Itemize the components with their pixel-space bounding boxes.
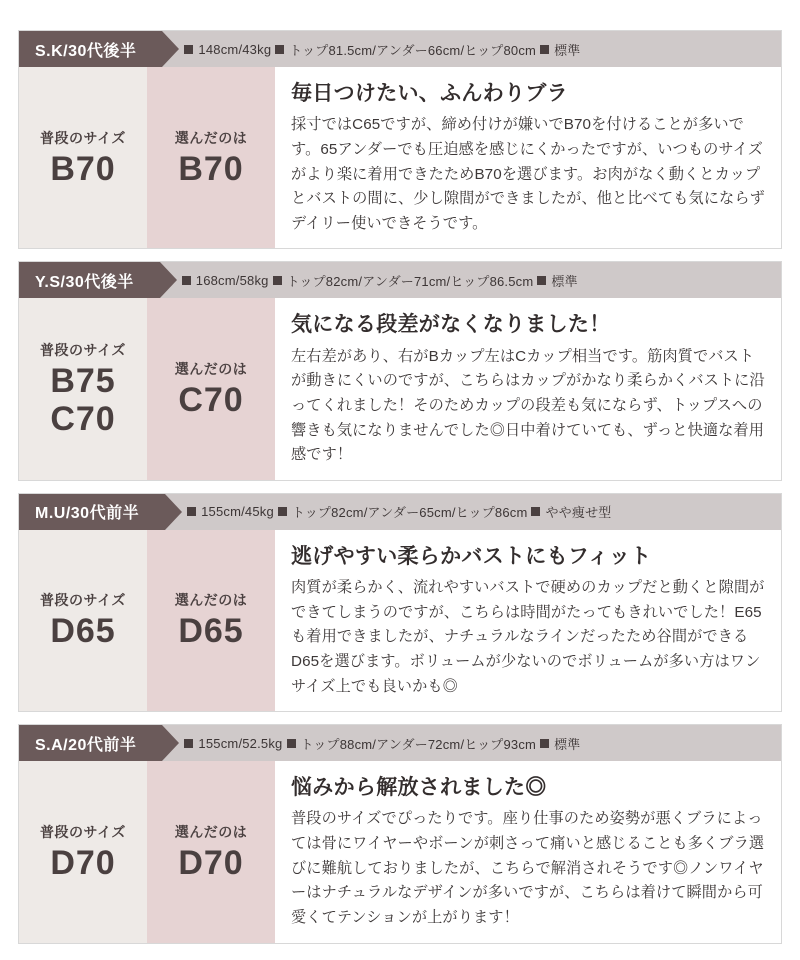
spec-item: [540, 734, 580, 753]
chosen-size-value: C70: [178, 381, 244, 420]
review-card: [18, 261, 782, 480]
chosen-size-label: 選んだのは: [174, 823, 248, 840]
review-title: 悩みから解放されました◎: [291, 776, 547, 800]
usual-size-value: D70: [50, 843, 116, 882]
reviewer-name: S.A/20代前半: [19, 725, 162, 761]
spec-text: 168cm/58kg: [195, 272, 269, 288]
square-bullet-icon: [275, 45, 284, 54]
square-bullet-icon: [537, 276, 546, 285]
review-header: [19, 494, 781, 530]
chosen-size-label: 選んだのは: [174, 592, 248, 609]
spec-text: 標準: [551, 273, 578, 289]
square-bullet-icon: [531, 507, 540, 516]
spec-item: [275, 40, 536, 59]
usual-size-value: [50, 362, 115, 438]
spec-text: 155cm/45kg: [201, 504, 274, 520]
spec-item: [287, 734, 537, 753]
spec-text: トップ82cm/アンダー65cm/ヒップ86cm: [291, 505, 528, 521]
reviewer-specs: [162, 31, 781, 67]
usual-size-block: [19, 298, 147, 479]
square-bullet-icon: [184, 45, 193, 54]
review-header: [19, 262, 781, 298]
chosen-size-value: D70: [178, 843, 244, 882]
chosen-size-block: [147, 298, 275, 479]
review-body: [19, 298, 781, 479]
chosen-size-block: [147, 67, 275, 248]
review-text-block: [275, 530, 781, 711]
square-bullet-icon: [182, 276, 191, 285]
spec-item: [278, 502, 528, 521]
square-bullet-icon: [287, 739, 296, 748]
chosen-size-value: B70: [178, 149, 244, 188]
review-text-block: [275, 67, 781, 248]
review-header: [19, 31, 781, 67]
spec-item: [184, 42, 271, 57]
spec-item: [184, 736, 282, 751]
review-card: [18, 724, 782, 943]
reviewer-specs: [162, 725, 781, 761]
reviewer-specs: [160, 262, 781, 298]
review-comment: 採寸ではC65ですが、締め付けが嫌いでB70を付けることが多いです。65アンダーでも圧迫感を感じにくかったですが、いつものサイズがより楽に着用できたためB70を選びます。お肉がなく動くとカップとバストの間に、少し隙間ができましたが、他と比べても気にならずデイリー使いできそうです。: [291, 116, 765, 232]
review-title: 毎日つけたい、ふんわりブラ: [291, 82, 568, 105]
review-title: 気になる段差がなくなりました！: [291, 313, 611, 337]
spec-text: トップ81.5cm/アンダー66cm/ヒップ80cm: [289, 42, 537, 58]
chosen-size-value: D65: [178, 612, 244, 651]
spec-text: やや痩せ型: [545, 505, 612, 521]
usual-size-value: B70: [50, 149, 116, 188]
square-bullet-icon: [187, 507, 196, 516]
usual-size-block: [19, 761, 147, 942]
square-bullet-icon: [184, 739, 193, 748]
spec-text: 155cm/52.5kg: [198, 735, 283, 751]
review-body: [19, 67, 781, 248]
reviewer-name: S.K/30代後半: [19, 31, 162, 67]
square-bullet-icon: [540, 739, 549, 748]
review-card: [18, 30, 782, 249]
review-body: [19, 530, 781, 711]
review-header: [19, 725, 781, 761]
spec-item: [531, 502, 611, 521]
review-text-block: [275, 298, 781, 479]
review-comment: 肉質が柔らかく、流れやすいバストで硬めのカップだと動くと隙間ができてしまうのですが、こちらは時間がたってもきれいでした！E65も着用できましたが、ナチュラルなラインだったため谷間ができるD65を選びます。ボリュームが少ないのでボリュームが多い方はワンサイズ上でも良いかも◎: [291, 579, 765, 695]
spec-text: トップ82cm/アンダー71cm/ヒップ86.5cm: [286, 273, 534, 289]
review-comment: 普段のサイズでぴったりです。座り仕事のため姿勢が悪くブラによっては骨にワイヤーやボーンが刺さって痛いと感じることも多くブラ選びに難航しておりましたが、こちらで解消されそうです◎ノンワイヤーはナチュラルなデザインが多いですが、こちらは着けて瞬間から可愛くてテンションが上がります！: [291, 810, 765, 926]
spec-item: [182, 273, 269, 288]
reviewer-name: M.U/30代前半: [19, 494, 165, 530]
spec-text: 標準: [554, 736, 581, 752]
review-title: 逃げやすい柔らかバストにもフィット: [291, 544, 652, 568]
usual-size-value-line1: B75: [50, 361, 116, 400]
spec-item: [187, 504, 274, 519]
usual-size-label: 普段のサイズ: [40, 129, 126, 146]
review-card: [18, 493, 782, 712]
reviewer-specs: [165, 494, 781, 530]
spec-item: [537, 271, 577, 290]
chosen-size-label: 選んだのは: [174, 361, 248, 378]
spec-item: [540, 40, 580, 59]
square-bullet-icon: [278, 507, 287, 516]
spec-item: [273, 271, 534, 290]
spec-text: トップ88cm/アンダー72cm/ヒップ93cm: [300, 736, 537, 752]
usual-size-label: 普段のサイズ: [40, 592, 126, 609]
review-body: [19, 761, 781, 942]
spec-text: 標準: [554, 42, 581, 58]
review-text-block: [275, 761, 781, 942]
square-bullet-icon: [273, 276, 282, 285]
usual-size-value-line2: C70: [50, 400, 116, 439]
usual-size-label: 普段のサイズ: [40, 823, 126, 840]
usual-size-block: [19, 67, 147, 248]
chosen-size-block: [147, 530, 275, 711]
usual-size-block: [19, 530, 147, 711]
usual-size-value: D65: [50, 612, 116, 651]
square-bullet-icon: [540, 45, 549, 54]
chosen-size-label: 選んだのは: [174, 129, 248, 146]
usual-size-label: 普段のサイズ: [40, 341, 126, 358]
review-comment: 左右差があり、右がBカップ左はCカップ相当です。筋肉質でバストが動きにくいのですが、こちらはカップがかなり柔らかくバストに沿ってくれました！そのためカップの段差も気にならず、トップスへの響きも気になりませんでした◎日中着けていても、ずっと快適な着用感です！: [291, 347, 765, 464]
spec-text: 148cm/43kg: [198, 41, 272, 57]
chosen-size-block: [147, 761, 275, 942]
reviewer-name: Y.S/30代後半: [19, 262, 160, 298]
